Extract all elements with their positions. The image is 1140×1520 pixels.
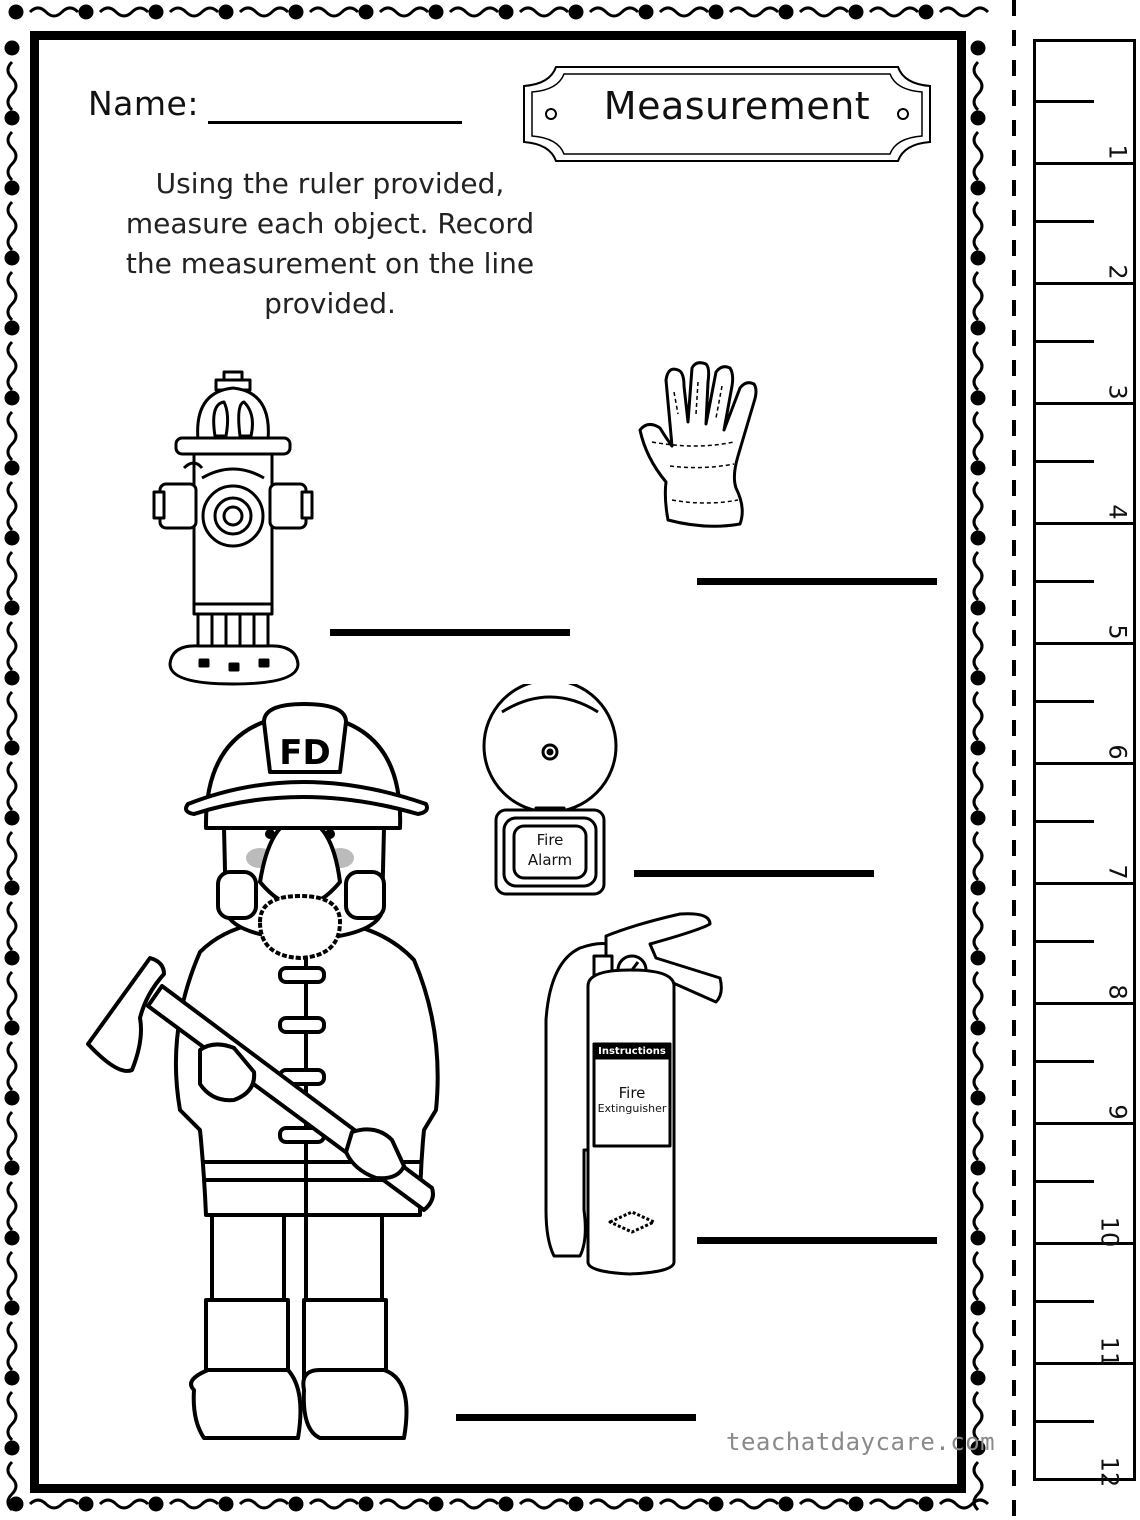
ruler-half-tick [1036, 1420, 1094, 1423]
border-squiggle [8, 1252, 16, 1300]
border-squiggle [974, 132, 982, 180]
ruler-number: 1 [1103, 144, 1132, 160]
border-squiggle [8, 412, 16, 460]
border-squiggle [8, 202, 16, 250]
border-dot [971, 1301, 985, 1315]
border-squiggle [8, 272, 16, 320]
fire-hydrant-image [150, 368, 315, 688]
border-dot [219, 1497, 233, 1511]
border-squiggle [170, 8, 218, 16]
ruler-major-tick [1036, 162, 1133, 165]
border-squiggle [8, 1392, 16, 1440]
border-squiggle [240, 8, 288, 16]
border-squiggle [730, 1500, 778, 1508]
border-squiggle [8, 1322, 16, 1370]
border-squiggle [8, 1182, 16, 1230]
border-squiggle [870, 1500, 918, 1508]
border-dot [971, 741, 985, 755]
border-squiggle [8, 1112, 16, 1160]
border-squiggle [450, 1500, 498, 1508]
border-dot [149, 5, 163, 19]
border-dot [5, 531, 19, 545]
border-squiggle [100, 8, 148, 16]
border-dot [5, 391, 19, 405]
ruler-half-tick [1036, 1180, 1094, 1183]
name-write-line[interactable] [208, 121, 462, 124]
border-dot [971, 1161, 985, 1175]
border-dot [971, 811, 985, 825]
border-dot [5, 881, 19, 895]
border-squiggle [380, 1500, 428, 1508]
border-squiggle [974, 412, 982, 460]
border-squiggle [30, 1500, 78, 1508]
border-dot [709, 1497, 723, 1511]
border-dot [971, 881, 985, 895]
fire-alarm-label [514, 830, 586, 870]
instructions-text: Using the ruler provided, measure each object. Record the measurement on the line provided. [125, 167, 535, 320]
ruler-major-tick [1036, 1122, 1133, 1125]
border-squiggle [974, 552, 982, 600]
extinguisher-label-header: Instructions [598, 1046, 666, 1057]
border-squiggle [660, 8, 708, 16]
border-dot [971, 1371, 985, 1385]
name-label: Name: [88, 84, 199, 123]
answer-line-glove[interactable] [697, 578, 937, 585]
ruler-half-tick [1036, 820, 1094, 823]
border-squiggle [974, 1252, 982, 1300]
border-dot [5, 181, 19, 195]
border-dot [779, 1497, 793, 1511]
border-squiggle [800, 8, 848, 16]
border-dot [569, 1497, 583, 1511]
border-squiggle [170, 1500, 218, 1508]
ruler-half-tick [1036, 100, 1094, 103]
border-squiggle [8, 342, 16, 390]
border-dot [429, 5, 443, 19]
ruler-major-tick [1036, 1002, 1133, 1005]
border-dot [9, 5, 23, 19]
border-squiggle [974, 1462, 982, 1510]
border-squiggle [974, 62, 982, 110]
border-dot [5, 1231, 19, 1245]
border-squiggle [8, 132, 16, 180]
border-dot [5, 671, 19, 685]
border-dot [5, 601, 19, 615]
border-dot [919, 1497, 933, 1511]
firefighter-image [84, 700, 452, 1445]
border-squiggle [974, 972, 982, 1020]
border-squiggle [520, 1500, 568, 1508]
glove-image [636, 358, 764, 532]
border-dot [499, 5, 513, 19]
border-squiggle [974, 482, 982, 530]
ruler-major-tick [1036, 402, 1133, 405]
ruler-number: 12 [1095, 1456, 1124, 1488]
extinguisher-label [590, 1084, 674, 1116]
fire-alarm-label-line1: Fire [536, 831, 564, 849]
border-dot [5, 1371, 19, 1385]
border-dot [849, 5, 863, 19]
border-dot [639, 1497, 653, 1511]
border-dot [971, 1021, 985, 1035]
border-dot [569, 5, 583, 19]
border-squiggle [974, 1182, 982, 1230]
answer-line-firefighter[interactable] [456, 1414, 696, 1421]
border-squiggle [800, 1500, 848, 1508]
border-dot [971, 41, 985, 55]
border-squiggle [8, 62, 16, 110]
border-squiggle [8, 832, 16, 880]
border-dot [359, 5, 373, 19]
border-squiggle [8, 762, 16, 810]
border-squiggle [974, 342, 982, 390]
border-dot [5, 1021, 19, 1035]
ruler-half-tick [1036, 940, 1094, 943]
border-squiggle [940, 1500, 988, 1508]
border-squiggle [590, 8, 638, 16]
border-dot [5, 461, 19, 475]
border-dot [779, 5, 793, 19]
ruler-half-tick [1036, 700, 1094, 703]
border-dot [709, 5, 723, 19]
border-squiggle [974, 202, 982, 250]
answer-line-alarm[interactable] [634, 870, 874, 877]
border-squiggle [8, 692, 16, 740]
border-dot [5, 811, 19, 825]
cut-line [1012, 0, 1016, 1520]
border-squiggle [100, 1500, 148, 1508]
border-dot [639, 5, 653, 19]
ruler-number: 7 [1103, 864, 1132, 880]
border-dot [971, 1091, 985, 1105]
ruler-major-tick [1036, 522, 1133, 525]
border-dot [919, 5, 933, 19]
border-squiggle [974, 1322, 982, 1370]
border-dot [971, 601, 985, 615]
border-dot [971, 461, 985, 475]
ruler-half-tick [1036, 1300, 1094, 1303]
border-squiggle [974, 1042, 982, 1090]
border-dot [5, 951, 19, 965]
border-squiggle [974, 622, 982, 670]
ruler-number: 10 [1095, 1216, 1124, 1248]
ruler-number: 11 [1095, 1336, 1124, 1368]
border-dot [971, 111, 985, 125]
ruler-half-tick [1036, 340, 1094, 343]
border-dot [971, 251, 985, 265]
ruler-number: 4 [1103, 504, 1132, 520]
border-dot [289, 1497, 303, 1511]
border-dot [5, 1091, 19, 1105]
border-squiggle [974, 1112, 982, 1160]
ruler-number: 9 [1103, 1104, 1132, 1120]
border-dot [5, 1301, 19, 1315]
border-squiggle [974, 692, 982, 740]
border-dot [359, 1497, 373, 1511]
border-dot [5, 111, 19, 125]
border-squiggle [940, 8, 988, 16]
border-squiggle [974, 272, 982, 320]
answer-line-extinguisher[interactable] [697, 1237, 937, 1244]
border-squiggle [450, 8, 498, 16]
border-squiggle [8, 622, 16, 670]
border-squiggle [974, 832, 982, 880]
border-squiggle [974, 762, 982, 810]
border-squiggle [30, 8, 78, 16]
ruler-half-tick [1036, 580, 1094, 583]
border-squiggle [8, 902, 16, 950]
border-dot [971, 951, 985, 965]
ruler-number: 8 [1103, 984, 1132, 1000]
ruler-half-tick [1036, 220, 1094, 223]
border-squiggle [8, 552, 16, 600]
ruler-half-tick [1036, 460, 1094, 463]
ruler-major-tick [1036, 762, 1133, 765]
border-squiggle [8, 482, 16, 530]
border-dot [971, 1231, 985, 1245]
ruler-half-tick [1036, 1060, 1094, 1063]
border-dot [971, 531, 985, 545]
border-dot [5, 321, 19, 335]
border-dot [5, 41, 19, 55]
border-squiggle [240, 1500, 288, 1508]
watermark: teachatdaycare.com [726, 1428, 996, 1456]
border-squiggle [380, 8, 428, 16]
border-dot [5, 741, 19, 755]
extinguisher-label-line1: Fire [618, 1084, 646, 1102]
border-dot [971, 181, 985, 195]
extinguisher-label-line2: Extinguisher [597, 1102, 667, 1115]
border-dot [5, 1441, 19, 1455]
border-dot [79, 1497, 93, 1511]
ruler-number: 5 [1103, 624, 1132, 640]
border-dot [971, 671, 985, 685]
border-squiggle [310, 1500, 358, 1508]
border-dot [971, 321, 985, 335]
border-dot [849, 1497, 863, 1511]
fire-alarm-label-line2: Alarm [527, 851, 573, 869]
border-squiggle [590, 1500, 638, 1508]
border-dot [429, 1497, 443, 1511]
border-dot [5, 251, 19, 265]
ruler-number: 3 [1103, 384, 1132, 400]
border-dot [289, 5, 303, 19]
ruler-major-tick [1036, 282, 1133, 285]
border-dot [499, 1497, 513, 1511]
border-squiggle [520, 8, 568, 16]
ruler-major-tick [1036, 882, 1133, 885]
answer-line-hydrant[interactable] [330, 629, 570, 636]
ruler-major-tick [1036, 642, 1133, 645]
ruler [1033, 39, 1136, 1488]
border-squiggle [974, 902, 982, 950]
border-squiggle [730, 8, 778, 16]
border-squiggle [310, 8, 358, 16]
border-dot [79, 5, 93, 19]
border-dot [971, 391, 985, 405]
ruler-number: 2 [1103, 264, 1132, 280]
border-squiggle [870, 8, 918, 16]
svg-text:FD: FD [279, 733, 331, 773]
border-dot [149, 1497, 163, 1511]
border-squiggle [660, 1500, 708, 1508]
ruler-number: 6 [1103, 744, 1132, 760]
border-squiggle [8, 1042, 16, 1090]
border-dot [5, 1161, 19, 1175]
border-dot [219, 5, 233, 19]
worksheet-title: Measurement [603, 84, 871, 128]
border-squiggle [8, 972, 16, 1020]
